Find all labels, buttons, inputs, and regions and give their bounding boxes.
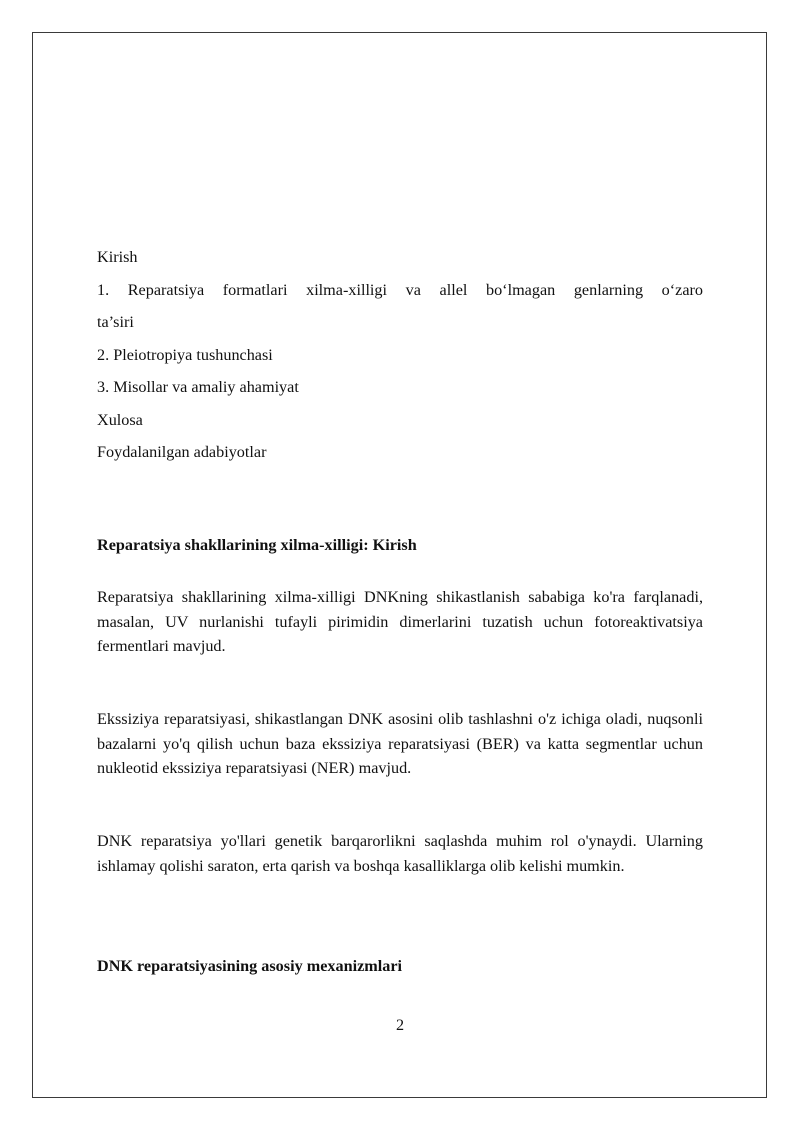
toc-item-references: Foydalanilgan adabiyotlar	[97, 443, 267, 461]
page-border	[32, 32, 767, 1098]
toc-item-3: 3. Misollar va amaliy ahamiyat	[97, 378, 299, 396]
toc-item-2: 2. Pleiotropiya tushunchasi	[97, 345, 273, 364]
toc-item-intro: Kirish	[97, 248, 138, 266]
toc-item-1: 1. Reparatsiya formatlari xilma-xilligi va allel bo‘lmagan genlarning o‘zaro	[97, 280, 703, 299]
paragraph: Ekssiziya reparatsiyasi, shikastlangan DNK asosini olib tashlashni o'z ichiga oladi, nuqsonli bazalarni yo'q qilish uchun baza ekssiziya reparatsiyasi (BER) va katta segmentlar uchun nukleotid ekssiziya reparatsiyasi (NER) mavjud.	[97, 710, 703, 777]
paragraph: DNK reparatsiya yo'llari genetik barqarorlikni saqlashda muhim rol o'ynaydi. Ularning ishlamay qolishi saraton, erta qarish va boshqa kasalliklarga olib kelishi mumkin.	[97, 832, 703, 875]
section-heading: Reparatsiya shakllarining xilma-xilligi: Kirish	[97, 536, 417, 554]
paragraph: Reparatsiya shakllarining xilma-xilligi DNKning shikastlanish sababiga ko'ra farqlanadi, masalan, UV nurlanishi tufayli pirimidin dimerlarini tuzatish uchun fotoreaktivatsiya fermentlari mavjud.	[97, 588, 703, 655]
table-of-contents	[97, 241, 703, 469]
toc-item-1-continuation: ta’siri	[97, 313, 134, 331]
section-heading: DNK reparatsiyasining asosiy mexanizmlari	[97, 957, 403, 975]
toc-item-conclusion: Xulosa	[97, 410, 143, 429]
page-number: 2	[395, 1016, 405, 1034]
